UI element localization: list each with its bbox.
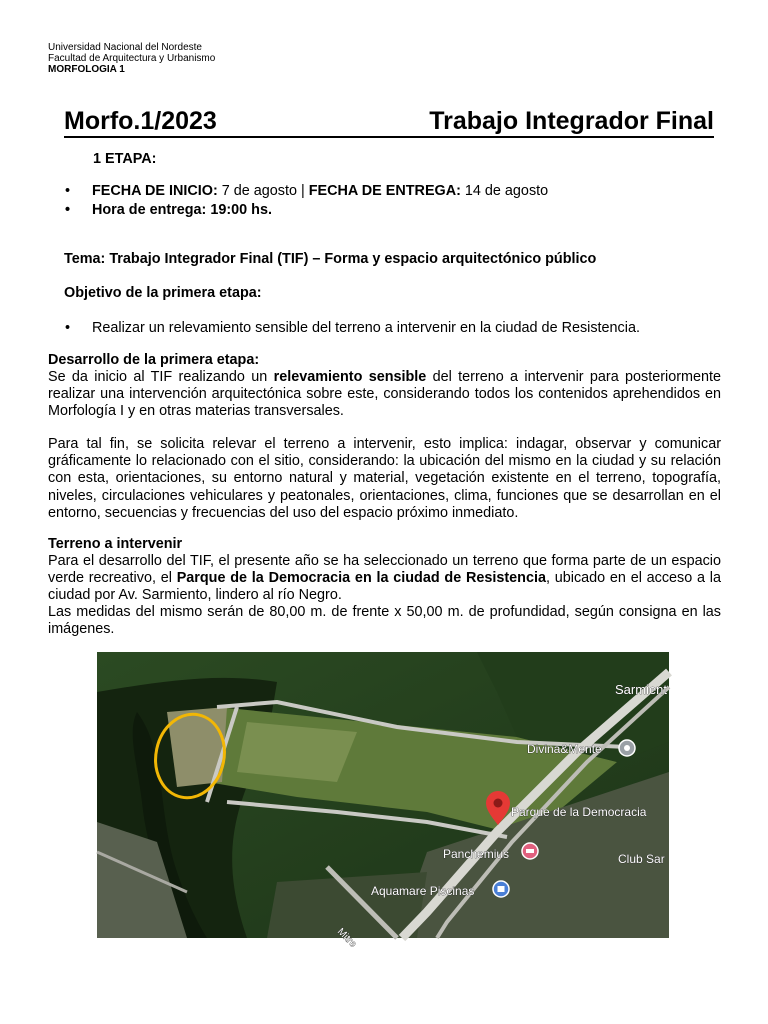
- objective-heading: Objetivo de la primera etapa:: [64, 285, 262, 301]
- satellite-map: [97, 652, 669, 950]
- page-title: [64, 106, 714, 138]
- hotel-marker-icon: [522, 843, 538, 859]
- start-date-label: FECHA DE INICIO:: [92, 183, 218, 199]
- stage-label: 1 ETAPA:: [93, 151, 157, 167]
- label-aquamare: Aquamare Piscinas: [371, 884, 475, 898]
- place-marker-icon: [619, 740, 635, 756]
- development-heading: Desarrollo de la primera etapa:: [48, 352, 260, 368]
- label-club: Club Sar: [618, 852, 665, 866]
- title-left: Morfo.1/2023: [64, 107, 217, 135]
- text-run-bold: Parque de la Democracia en la ciudad de Resistencia: [176, 570, 546, 587]
- label-mitre: Mitre: [334, 926, 359, 950]
- title-right: Trabajo Integrador Final: [429, 107, 714, 135]
- text-run: , ubicado en el acceso a la ciudad por Av. Sarmiento, lindero al río Negro.: [48, 570, 721, 604]
- tema-heading: Tema: Trabajo Integrador Final (TIF) – Forma y espacio arquitectónico público: [64, 251, 597, 267]
- terrain-heading: Terreno a intervenir: [48, 536, 183, 552]
- satellite-map-drawing: [97, 652, 669, 950]
- label-parque: Parque de la Democracia: [511, 805, 647, 819]
- development-paragraph-1: [48, 369, 721, 421]
- university-name: Universidad Nacional del Nordeste: [48, 42, 202, 53]
- faculty-name: Facultad de Arquitectura y Urbanismo: [48, 53, 216, 64]
- label-divina: Divina&Mente: [527, 742, 602, 756]
- document-header: [48, 42, 215, 75]
- label-panchemius: Panchemius: [443, 847, 510, 861]
- text-run: Para el desarrollo del TIF, el presente año se ha seleccionado un terreno que forma parte de un espacio verde recreativo, el: [48, 553, 721, 587]
- delivery-hour-bullet: • Hora de entrega: 19:00 hs.: [92, 202, 272, 219]
- development-paragraph-2: Para tal fin, se solicita relevar el terreno a intervenir, esto implica: indagar, observar y comunicar gráficamente lo relacionado con el sitio, considerando: la ubicación del mismo en la ciudad y su relación con esta, orientaciones, su entorno natural y material, vegetación existente en el terreno, topografía, niveles, circulaciones vehiculares y peatonales, orientaciones, clima, funciones que se desarrollan en el entorno, secuencias y frecuencias del uso del espacio próximo inmediato.: [48, 436, 721, 521]
- shop-marker-icon: [493, 881, 509, 897]
- course-name: MORFOLOGIA 1: [48, 64, 125, 75]
- text-run-bold: relevamiento sensible: [273, 369, 427, 385]
- label-sarmiento: Sarmient: [615, 682, 668, 697]
- objective-item: • Realizar un relevamiento sensible del terreno a intervenir en la ciudad de Resistencia.: [92, 320, 640, 337]
- text-run: del terreno a intervenir para posteriormente realizar una intervención arquitectónica sobre este, considerando todos los contenidos aprehendidos en Morfología I y en otras materias transversales.: [48, 369, 722, 420]
- park-clearing: [237, 722, 357, 782]
- terrain-paragraph-1: [48, 553, 721, 605]
- text-run: Se da inicio al TIF realizando un: [48, 369, 274, 385]
- terrain-paragraph-2: Las medidas del mismo serán de 80,00 m. de frente x 50,00 m. de profundidad, según consigna en las imágenes.: [48, 604, 721, 638]
- delivery-date-label: FECHA DE ENTREGA:: [308, 183, 461, 199]
- delivery-date-value: 14 de agosto: [460, 183, 549, 199]
- urban-area-bottom: [267, 872, 427, 938]
- dates-bullet: [92, 183, 548, 200]
- start-date-value: 7 de agosto |: [217, 183, 309, 199]
